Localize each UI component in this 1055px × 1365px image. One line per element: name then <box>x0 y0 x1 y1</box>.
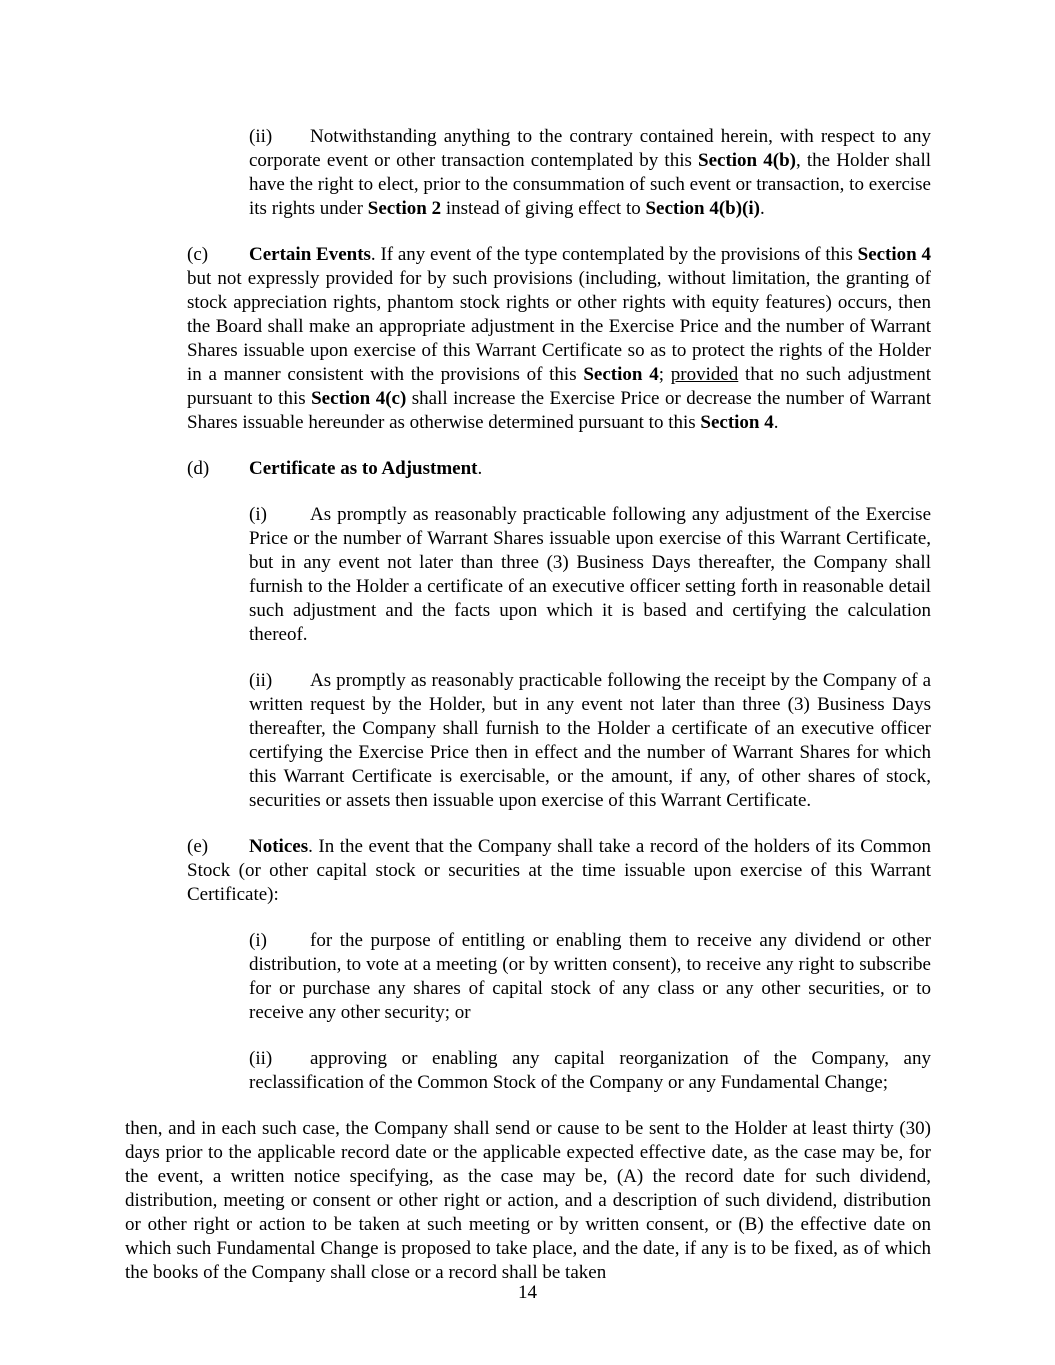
section-reference: Section 4(c) <box>311 388 407 409</box>
paragraph-4d: (d) Certificate as to Adjustment. <box>187 458 483 479</box>
section-reference: Section 4 <box>857 244 931 265</box>
section-heading: Notices <box>249 836 309 857</box>
paragraph-4b-ii: (ii) Notwithstanding anything to the contrary contained herein, with respect to any corporate event or other transaction contemplated by this Section 4(b), the Holder shall have the right to elect, prior to the consummation of such event or transaction, to exercise its rights under Section 2 instead of giving effect to Section 4(b)(i). <box>249 126 932 219</box>
paragraph-label: (e) <box>187 836 209 857</box>
paragraph-label: (c) <box>187 244 209 265</box>
paragraph-label: (ii) <box>249 1048 273 1069</box>
paragraph-4d-ii: (ii) As promptly as reasonably practicable following the receipt by the Company of a written request by the Holder, but in any event not later than three (3) Business Days thereafter, the Company shall furnish to the Holder a certificate of an executive officer certifying the Exercise Price then in effect and the number of Warrant Shares for which this Warrant Certificate is exercisable, or the amount, if any, of other shares of stock, securities or assets then issuable upon exercise of this Warrant Certificate. <box>249 670 931 811</box>
paragraph-label: (i) <box>249 930 267 951</box>
paragraph-label: (ii) <box>249 670 273 691</box>
page-number: 14 <box>518 1282 537 1303</box>
paragraph-label: (i) <box>249 504 267 525</box>
section-reference: Section 4 <box>700 412 774 433</box>
paragraph-4e: (e) Notices. In the event that the Company shall take a record of the holders of its Common Stock (or other capital stock or securities at the time issuable upon exercise of this Warrant Certificate): <box>187 836 931 905</box>
section-reference: Section 4 <box>583 364 659 385</box>
section-reference: Section 4(b) <box>698 150 796 171</box>
document-page <box>125 125 931 1285</box>
section-heading: Certain Events <box>249 244 371 265</box>
paragraph-4e-i: (i) for the purpose of entitling or enabling them to receive any dividend or other distribution, to vote at a meeting (or by written consent), to receive any right to subscribe for or purchase any shares of capital stock of any class or any other securities, or to receive any other security; or <box>249 930 931 1023</box>
paragraph-label: (d) <box>187 458 210 479</box>
paragraph-notice-terms: then, and in each such case, the Company shall send or cause to be sent to the Holder at least thirty (30) days prior to the applicable record date or the applicable expected effective date, as the case may be, for the event, a written notice specifying, as the case may be, (A) the record date for such dividend, distribution, meeting or consent or other right or action, and a description of such dividend, distribution or other right or action to be taken at such meeting or by written consent, or (B) the effective date on which such Fundamental Change is proposed to take place, and the date, if any is to be fixed, as of which the books of the Company shall close or a record shall be taken <box>125 1118 931 1283</box>
section-reference: Section 4(b)(i) <box>645 198 760 219</box>
paragraph-label: (ii) <box>249 126 273 147</box>
paragraph-4d-i: (i) As promptly as reasonably practicable following any adjustment of the Exercise Price or the number of Warrant Shares issuable upon exercise of this Warrant Certificate, but in any event not later than three (3) Business Days thereafter, the Company shall furnish to the Holder a certificate of an executive officer setting forth in reasonable detail such adjustment and the facts upon which it is based and certifying the calculation thereof. <box>249 504 931 645</box>
paragraph-4c: (c) Certain Events. If any event of the type contemplated by the provisions of this Section 4 but not expressly provided for by such provisions (including, without limitation, the granting of stock appreciation rights, phantom stock rights or other rights with equity features) occurs, then the Board shall make an appropriate adjustment in the Exercise Price and the number of Warrant Shares issuable upon exercise of this Warrant Certificate so as to protect the rights of the Holder in a manner consistent with the provisions of this Section 4; provided that no such adjustment pursuant to this Section 4(c) shall increase the Exercise Price or decrease the number of Warrant Shares issuable hereunder as otherwise determined pursuant to this Section 4. <box>187 244 932 433</box>
section-reference: Section 2 <box>367 198 442 219</box>
section-heading: Certificate as to Adjustment <box>249 458 478 479</box>
paragraph-4e-ii: (ii) approving or enabling any capital reorganization of the Company, any reclassification of the Common Stock of the Company or any Fundamental Change; <box>249 1048 931 1093</box>
underlined-term: provided <box>670 364 739 385</box>
